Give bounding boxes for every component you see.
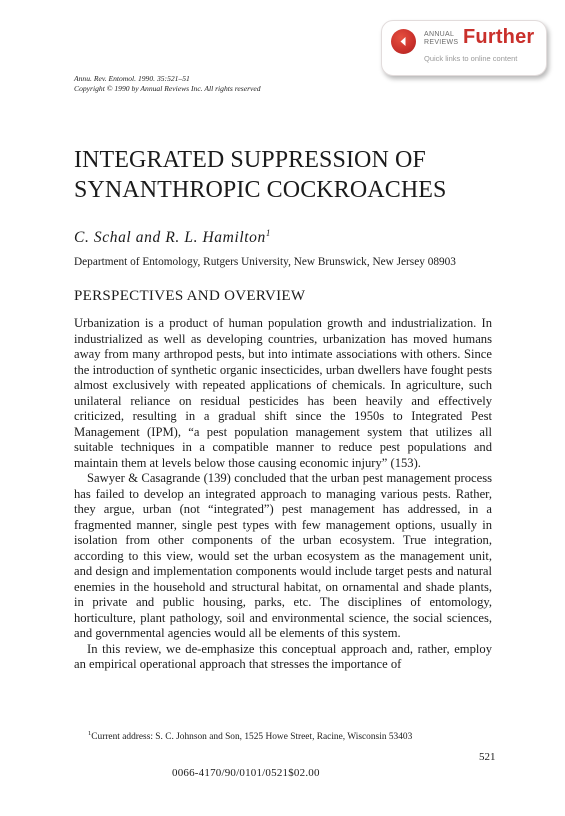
section-heading: PERSPECTIVES AND OVERVIEW — [74, 288, 306, 304]
page-number: 521 — [479, 751, 496, 763]
article-title — [74, 145, 446, 205]
body-paragraph-3: In this review, we de-emphasize this conceptual approach and, rather, employ an empirical operational approach that stresses the importance of — [74, 641, 492, 671]
affiliation: Department of Entomology, Rutgers University, New Brunswick, New Jersey 08903 — [74, 256, 456, 268]
badge-title: Further — [463, 26, 535, 48]
article-body — [74, 316, 492, 673]
article-code: 0066-4170/90/0101/0521$02.00 — [172, 767, 320, 779]
annual-reviews-wordmark: ANNUAL REVIEWS — [424, 31, 459, 46]
author-footnote-mark[interactable]: 1 — [265, 228, 271, 238]
body-paragraph-1: Urbanization is a product of human population growth and industrialization. In industrialized as well as developing countries, urbanization has moved humans away from many arthropod pests, but into intimate associations with others. Since the introduction of synthetic organic insecticides, urban dwellers have fought pests almost exclusively with repeated applications of chemicals. In agriculture, such unilateral reliance on residual pesticides has been heavily and effectively criticized, resulting in a gradual shift since the 1950s to Integrated Pest Management (IPM), “a pest population management system that utilizes all suitable techniques in a compatible manner to reduce pest populations and maintain them at levels below those causing economic injury” (153). — [74, 316, 492, 470]
badge-tagline: Quick links to online content — [424, 54, 518, 63]
body-paragraph-2: Sawyer & Casagrande (139) concluded that the urban pest management process has failed to develop an integrated approach to managing various pests. Rather, they argue, urban (not “integrated”) pest management has addressed, in a fragmented manner, single pest types with few management options, usually in isolation from other components of the urban ecosystem. True integration, according to this view, would set the urban ecosystem as the management unit, and design and implementation components would include target pests and natural enemies in the household and structural habitat, on ornamental and shade plants, in private and public housing, parks, etc. The disciplines of entomology, horticulture, plant pathology, soil and environmental science, the social sciences, and governmental agencies would all be elements of this system. — [74, 471, 492, 640]
footnote — [88, 730, 412, 742]
title-line-2: SYNANTHROPIC COCKROACHES — [74, 177, 447, 203]
authors — [74, 228, 271, 247]
footnote-text: Current address: S. C. Johnson and Son, 1525 Howe Street, Racine, Wisconsin 53403 — [91, 732, 413, 743]
footnote-mark: 1 — [88, 730, 92, 737]
annual-reviews-further-badge[interactable] — [381, 20, 547, 76]
author-names: C. Schal and R. L. Hamilton — [74, 229, 266, 247]
copyright-line: Copyright © 1990 by Annual Reviews Inc. All rights reserved — [74, 84, 261, 93]
play-arrow-icon — [391, 29, 416, 54]
journal-citation: Annu. Rev. Entomol. 1990. 35:521–51 — [74, 74, 190, 83]
title-line-1: INTEGRATED SUPPRESSION OF — [74, 147, 426, 173]
